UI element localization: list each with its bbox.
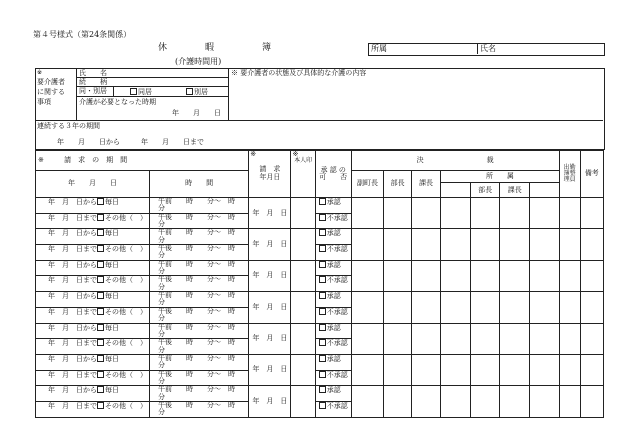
remarks-cell[interactable] — [580, 229, 603, 260]
date-to-cell[interactable]: 年 月 日まで その他（ ） — [36, 401, 150, 417]
checkbox-icon — [97, 339, 104, 346]
checkbox-icon — [319, 308, 326, 315]
section-label-2: に関する — [37, 88, 65, 96]
aff-seal-4[interactable] — [529, 229, 559, 260]
care-name-label: 氏 名 — [79, 69, 107, 77]
vice-mayor-seal[interactable] — [351, 386, 384, 417]
seal-header: ※ 本人印 — [291, 151, 315, 198]
checkbox-icon — [319, 245, 326, 252]
leave-table — [35, 150, 604, 418]
attendance-clerk-seal[interactable] — [559, 323, 580, 354]
checkbox-icon — [97, 386, 104, 393]
checkbox-icon — [97, 276, 104, 283]
date-from-cell[interactable]: 年 月 日から 毎日 — [36, 323, 150, 339]
aff-dept-seal[interactable] — [470, 386, 500, 417]
caregiver-vdivider — [228, 68, 229, 120]
aff-section-seal[interactable] — [500, 260, 530, 291]
seal-cell[interactable] — [291, 323, 315, 354]
attendance-clerk-seal[interactable] — [559, 198, 580, 229]
aff-seal-4[interactable] — [529, 260, 559, 291]
checkbox-icon — [319, 276, 326, 283]
need-since-date: 年 月 日 — [172, 109, 221, 117]
approve-option[interactable]: 承認 — [315, 229, 351, 245]
checkbox-icon — [319, 355, 326, 362]
deny-option[interactable]: 不承認 — [315, 245, 351, 261]
attendance-clerk-seal[interactable] — [559, 354, 580, 385]
time-am-cell[interactable]: 午前 時 分～ 時 分 — [150, 260, 249, 276]
date-to-cell[interactable]: 年 月 日まで その他（ ） — [36, 307, 150, 323]
section-label-1: 要介護者 — [37, 78, 65, 86]
seal-cell[interactable] — [291, 260, 315, 291]
checkbox-icon — [319, 339, 326, 346]
checkbox-icon — [130, 88, 137, 95]
table-row — [36, 229, 604, 245]
attendance-clerk-seal[interactable] — [559, 292, 580, 323]
date-from-cell[interactable]: 年 月 日から 毎日 — [36, 386, 150, 402]
dept-head-seal[interactable] — [384, 229, 411, 260]
checkbox-icon — [97, 245, 104, 252]
checkbox-icon — [97, 229, 104, 236]
cohabit-label: 同・別居 — [79, 87, 107, 95]
dept-head-seal[interactable] — [384, 292, 411, 323]
time-pm-cell[interactable]: 午後 時 分～ 時 分 — [150, 370, 249, 386]
cohabit-divider — [113, 86, 114, 96]
checkbox-icon — [319, 261, 326, 268]
deny-option[interactable]: 不承認 — [315, 339, 351, 355]
request-date-cell[interactable]: 年 月 日 — [249, 292, 291, 323]
seal-cell[interactable] — [291, 354, 315, 385]
vice-mayor-seal[interactable] — [351, 198, 384, 229]
aff-seal-1[interactable] — [441, 323, 471, 354]
request-date-cell[interactable]: 年 月 日 — [249, 229, 291, 260]
date-to-cell[interactable]: 年 月 日まで その他（ ） — [36, 213, 150, 229]
time-am-cell[interactable]: 午前 時 分～ 時 分 — [150, 386, 249, 402]
approve-option[interactable]: 承認 — [315, 198, 351, 214]
approve-option[interactable]: 承認 — [315, 323, 351, 339]
dept-head-seal[interactable] — [384, 260, 411, 291]
request-period-header: ※ 請 求 の 期 間 — [36, 151, 249, 171]
page-subtitle: (介護時間用) — [175, 57, 222, 66]
cohabit-option-same[interactable]: 同居 — [130, 88, 152, 96]
section-head-header: 課長 — [411, 171, 441, 198]
time-am-cell[interactable]: 午前 時 分～ 時 分 — [150, 354, 249, 370]
checkbox-icon — [319, 386, 326, 393]
checkbox-icon — [319, 229, 326, 236]
relation-field[interactable] — [115, 78, 225, 85]
date-to-cell[interactable]: 年 月 日まで その他（ ） — [36, 370, 150, 386]
name-field[interactable] — [487, 45, 604, 54]
period-range: 年 月 日から 年 月 日まで — [57, 138, 204, 146]
checkbox-icon — [319, 324, 326, 331]
aff-seal-4[interactable] — [529, 292, 559, 323]
table-row — [36, 386, 604, 402]
affiliation-label: 所属 — [371, 44, 387, 53]
time-pm-cell[interactable]: 午後 時 分～ 時 分 — [150, 276, 249, 292]
checkbox-icon — [319, 402, 326, 409]
time-pm-cell[interactable]: 午後 時 分～ 時 分 — [150, 307, 249, 323]
aff-section-seal[interactable] — [500, 229, 530, 260]
aff-section-seal[interactable] — [500, 386, 530, 417]
vice-mayor-seal[interactable] — [351, 354, 384, 385]
aff-dept-seal[interactable] — [470, 229, 500, 260]
need-since-label: 介護が必要となった時期 — [79, 98, 156, 106]
checkbox-icon — [186, 88, 193, 95]
aff-seal-1[interactable] — [441, 260, 471, 291]
affiliation-header: 所 属 部長 課長 — [441, 171, 559, 198]
date-from-cell[interactable]: 年 月 日から 毎日 — [36, 292, 150, 308]
checkbox-icon — [319, 371, 326, 378]
period-hdivider-right — [228, 120, 603, 121]
checkbox-icon — [97, 198, 104, 205]
approve-option[interactable]: 承認 — [315, 260, 351, 276]
attendance-clerk-seal[interactable] — [559, 229, 580, 260]
checkbox-icon — [97, 324, 104, 331]
aff-dept-seal[interactable] — [470, 354, 500, 385]
table-row — [36, 323, 604, 339]
section-head-seal[interactable] — [411, 292, 441, 323]
seal-cell[interactable] — [291, 229, 315, 260]
period-label: 連続する３年の期間 — [37, 122, 100, 130]
request-date-cell[interactable]: 年 月 日 — [249, 386, 291, 417]
date-col-header: 年 月 日 — [36, 171, 150, 198]
dept-head-seal[interactable] — [384, 354, 411, 385]
section-head-seal[interactable] — [411, 354, 441, 385]
title-char-2: 暇 — [205, 43, 215, 53]
seal-cell[interactable] — [291, 386, 315, 417]
vice-mayor-seal[interactable] — [351, 229, 384, 260]
checkbox-icon — [97, 292, 104, 299]
vice-mayor-header: 副町長 — [351, 171, 384, 198]
cohabit-option-separate[interactable]: 別居 — [186, 88, 208, 96]
request-date-cell[interactable]: 年 月 日 — [249, 354, 291, 385]
time-am-cell[interactable]: 午前 時 分～ 時 分 — [150, 323, 249, 339]
period-hdivider — [35, 120, 228, 121]
time-col-header: 時 間 — [150, 171, 249, 198]
date-from-cell[interactable]: 年 月 日から 毎日 — [36, 354, 150, 370]
caregiver-mark: ※ — [37, 69, 43, 76]
approve-option[interactable]: 承認 — [315, 386, 351, 402]
deny-option[interactable]: 不承認 — [315, 276, 351, 292]
time-am-cell[interactable]: 午前 時 分～ 時 分 — [150, 229, 249, 245]
request-date-cell[interactable]: 年 月 日 — [249, 198, 291, 229]
date-to-cell[interactable]: 年 月 日まで その他（ ） — [36, 339, 150, 355]
time-pm-cell[interactable]: 午後 時 分～ 時 分 — [150, 213, 249, 229]
time-am-cell[interactable]: 午前 時 分～ 時 分 — [150, 198, 249, 214]
request-date-cell[interactable]: 年 月 日 — [249, 323, 291, 354]
remarks-cell[interactable] — [580, 292, 603, 323]
aff-seal-1[interactable] — [441, 292, 471, 323]
checkbox-icon — [319, 198, 326, 205]
remarks-header: 備考 — [580, 151, 603, 198]
checkbox-icon — [319, 292, 326, 299]
aff-dept-seal[interactable] — [470, 323, 500, 354]
section-head-seal[interactable] — [411, 229, 441, 260]
request-date-header: ※ 請 求 年月日 — [249, 151, 291, 198]
checkbox-icon — [97, 402, 104, 409]
date-to-cell[interactable]: 年 月 日まで その他（ ） — [36, 276, 150, 292]
status-field[interactable] — [232, 80, 600, 118]
remarks-cell[interactable] — [580, 260, 603, 291]
date-to-cell[interactable]: 年 月 日まで その他（ ） — [36, 245, 150, 261]
aff-seal-4[interactable] — [529, 354, 559, 385]
label-vdivider — [76, 68, 77, 120]
table-row — [36, 292, 604, 308]
dept-head-seal[interactable] — [384, 323, 411, 354]
aff-seal-4[interactable] — [529, 198, 559, 229]
seal-cell[interactable] — [291, 198, 315, 229]
dept-head-seal[interactable] — [384, 198, 411, 229]
section-label-3: 事項 — [37, 98, 51, 106]
aff-dept-seal[interactable] — [470, 292, 500, 323]
checkbox-icon — [97, 355, 104, 362]
time-pm-cell[interactable]: 午後 時 分～ 時 分 — [150, 245, 249, 261]
status-note: ※ 要介護者の状態及び具体的な介護の内容 — [231, 69, 367, 77]
checkbox-icon — [97, 214, 104, 221]
deny-option[interactable]: 不承認 — [315, 401, 351, 417]
remarks-cell[interactable] — [580, 386, 603, 417]
vice-mayor-seal[interactable] — [351, 292, 384, 323]
care-name-field[interactable] — [115, 69, 225, 76]
table-row — [36, 198, 604, 214]
section-head-seal[interactable] — [411, 323, 441, 354]
approve-option[interactable]: 承認 — [315, 354, 351, 370]
request-date-cell[interactable]: 年 月 日 — [249, 260, 291, 291]
aff-seal-1[interactable] — [441, 229, 471, 260]
aff-seal-1[interactable] — [441, 198, 471, 229]
date-from-cell[interactable]: 年 月 日から 毎日 — [36, 198, 150, 214]
aff-section-seal[interactable] — [500, 198, 530, 229]
title-char-3: 簿 — [262, 43, 272, 53]
aff-dept-seal[interactable] — [470, 260, 500, 291]
approval-header: 承 認 の 可 否 — [315, 151, 351, 198]
time-pm-cell[interactable]: 午後 時 分～ 時 分 — [150, 339, 249, 355]
remarks-cell[interactable] — [580, 198, 603, 229]
title-char-1: 休 — [158, 43, 168, 53]
row-line-3 — [76, 96, 228, 97]
remarks-cell[interactable] — [580, 354, 603, 385]
attendance-clerk-header: 出勤 簿整 理員 — [559, 151, 580, 198]
aff-seal-4[interactable] — [529, 323, 559, 354]
checkbox-icon — [319, 214, 326, 221]
vice-mayor-seal[interactable] — [351, 260, 384, 291]
time-pm-cell[interactable]: 午後 時 分～ 時 分 — [150, 401, 249, 417]
deny-option[interactable]: 不承認 — [315, 213, 351, 229]
seal-cell[interactable] — [291, 292, 315, 323]
dept-head-seal[interactable] — [384, 386, 411, 417]
section-head-seal[interactable] — [411, 386, 441, 417]
aff-section-seal[interactable] — [500, 323, 530, 354]
date-from-cell[interactable]: 年 月 日から 毎日 — [36, 260, 150, 276]
attendance-clerk-seal[interactable] — [559, 386, 580, 417]
checkbox-icon — [97, 371, 104, 378]
deny-option[interactable]: 不承認 — [315, 370, 351, 386]
table-row — [36, 260, 604, 276]
dept-head-header: 部長 — [384, 171, 411, 198]
decision-header: 決 裁 — [351, 151, 559, 171]
time-am-cell[interactable]: 午前 時 分～ 時 分 — [150, 292, 249, 308]
relation-label: 続 柄 — [79, 78, 107, 86]
form-number: 第４号様式（第24条関係） — [33, 30, 132, 39]
aff-section-seal[interactable] — [500, 354, 530, 385]
name-label: 氏名 — [480, 44, 496, 53]
aff-seal-1[interactable] — [441, 354, 471, 385]
aff-dept-seal[interactable] — [470, 198, 500, 229]
table-row — [36, 354, 604, 370]
aff-seal-4[interactable] — [529, 386, 559, 417]
section-head-seal[interactable] — [411, 260, 441, 291]
approve-option[interactable]: 承認 — [315, 292, 351, 308]
remarks-cell[interactable] — [580, 323, 603, 354]
vice-mayor-seal[interactable] — [351, 323, 384, 354]
date-from-cell[interactable]: 年 月 日から 毎日 — [36, 229, 150, 245]
deny-option[interactable]: 不承認 — [315, 307, 351, 323]
aff-section-seal[interactable] — [500, 292, 530, 323]
checkbox-icon — [97, 308, 104, 315]
section-head-seal[interactable] — [411, 198, 441, 229]
attendance-clerk-seal[interactable] — [559, 260, 580, 291]
checkbox-icon — [97, 261, 104, 268]
affiliation-divider — [477, 43, 478, 54]
aff-seal-1[interactable] — [441, 386, 471, 417]
